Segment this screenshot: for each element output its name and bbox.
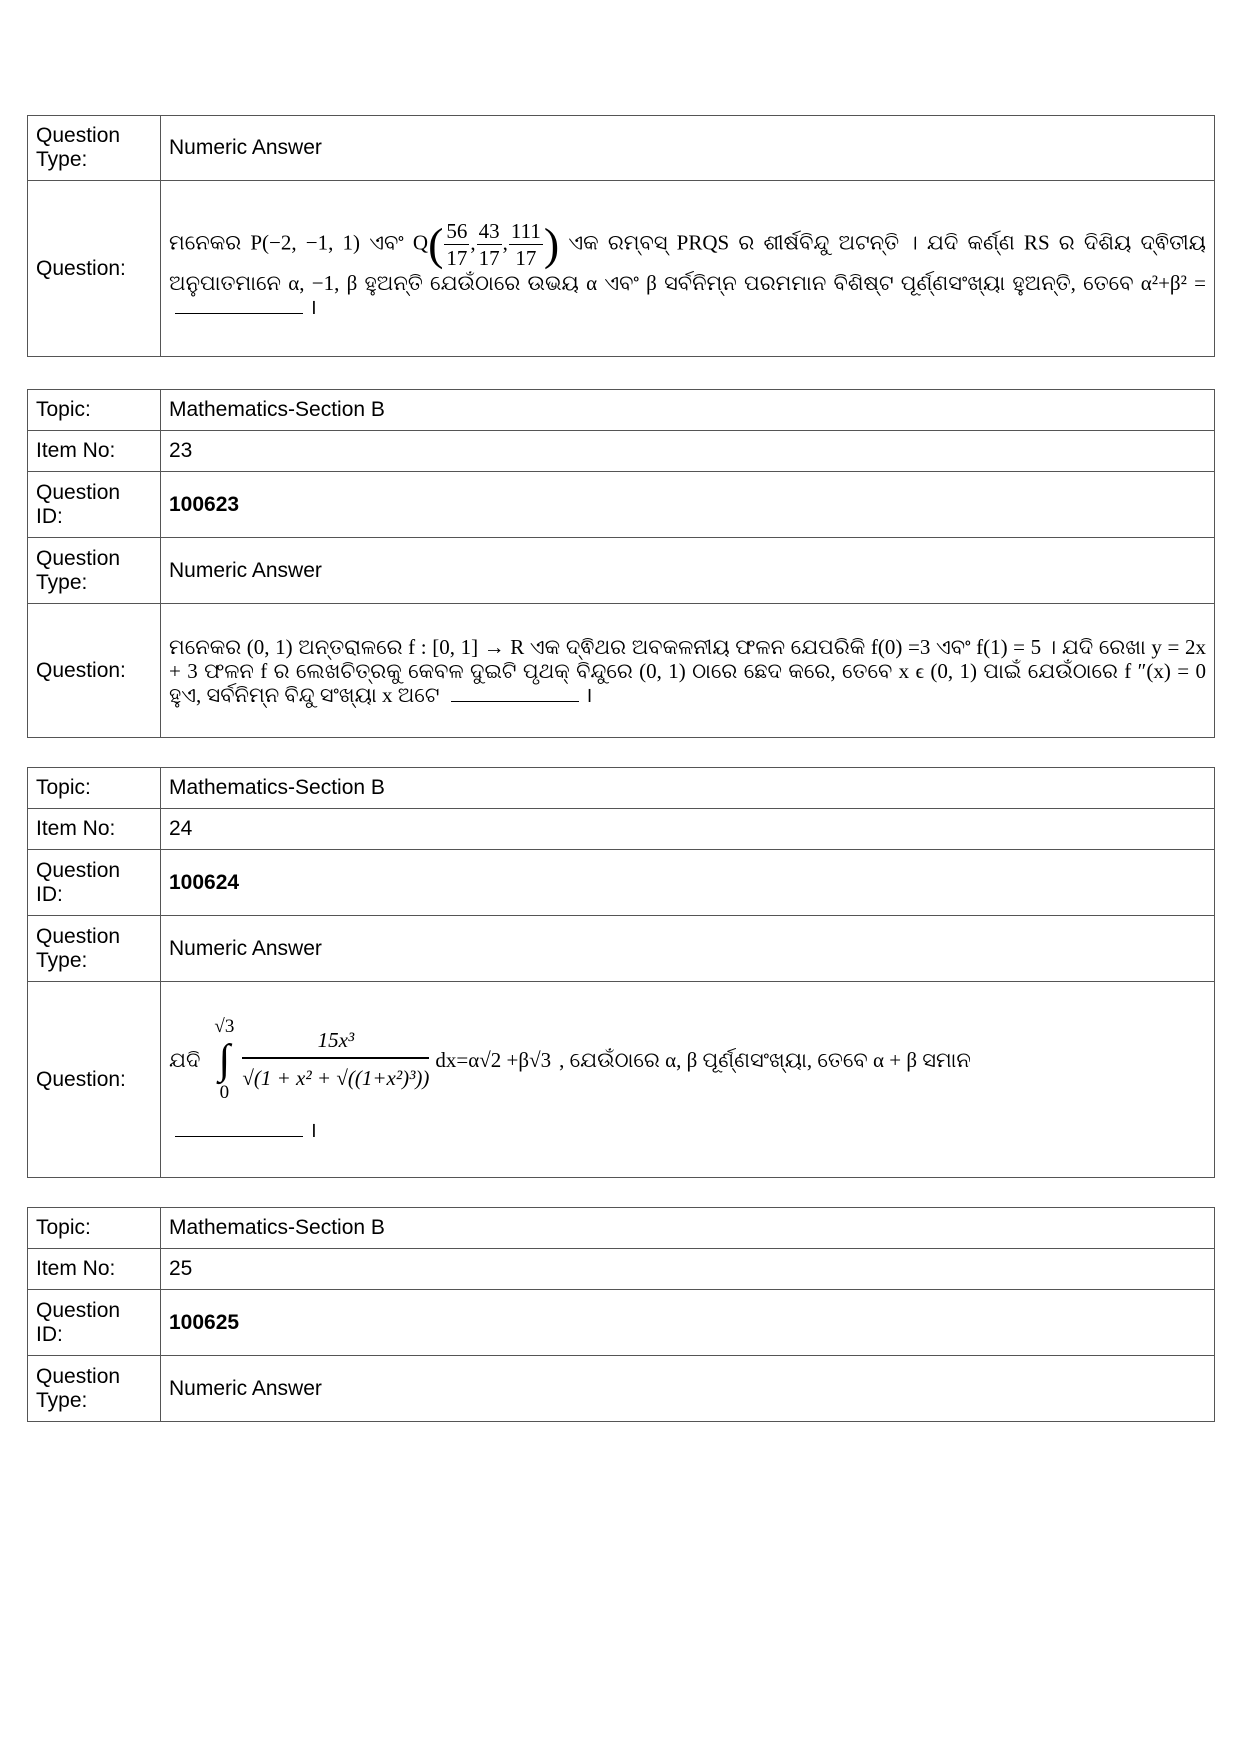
- question-prefix: ଯଦି: [169, 1047, 201, 1072]
- question-id-value: 100625: [161, 1290, 1215, 1356]
- fraction-1-den: 17: [446, 246, 468, 270]
- question-text: [161, 604, 1215, 738]
- fraction-2: [477, 218, 502, 271]
- question-text: [161, 982, 1215, 1178]
- question-id-label: Question ID:: [28, 472, 161, 538]
- question-id-label: Question ID:: [28, 1290, 161, 1356]
- answer-blank: [175, 1118, 303, 1137]
- question-id-value: 100624: [161, 850, 1215, 916]
- integrand-numerator: 15x³: [242, 1023, 429, 1059]
- answer-blank: [451, 683, 579, 702]
- fraction-3-num: 111: [510, 219, 541, 243]
- question-type-value: Numeric Answer: [161, 116, 1215, 181]
- question-end-mark: ।: [309, 1117, 317, 1142]
- integral-line: [169, 1016, 1206, 1104]
- fraction-2-den: 17: [478, 246, 500, 270]
- answer-blank: [175, 295, 303, 314]
- question-type-label: Question Type:: [28, 116, 161, 181]
- fraction-2-num: 43: [478, 219, 500, 243]
- item-no-value: 23: [161, 431, 1215, 472]
- integral-lower-limit: 0: [219, 1081, 230, 1103]
- question-table-24: [27, 767, 1215, 1178]
- answer-line: [169, 1116, 1206, 1144]
- question-end-mark: ।: [309, 295, 317, 319]
- topic-value: Mathematics-Section B: [161, 768, 1215, 809]
- topic-value: Mathematics-Section B: [161, 390, 1215, 431]
- integrand-fraction: [242, 1023, 429, 1097]
- question-type-label: Question Type:: [28, 538, 161, 604]
- open-paren: (: [428, 218, 444, 270]
- question-text-body: ମନେକର (0, 1) ଅନ୍ତରାଳରେ f : [0, 1] → R ଏକ ଦ୍ଵିଥର ଅବକଳନୀୟ ଫଳନ ଯେପରିକି f(0) =3 ଏବଂ f(1) = 5 । ଯଦି ରେଖା y = 2x + 3 ଫଳନ f ର ଲେଖଚିତ୍ରକୁ କେବଳ ଦୁଇଟି ପୃଥକ୍ ବିନ୍ଦୁରେ (0, 1) ଠାରେ ଛେଦ କରେ, ତେବେ x ϵ (0, 1) ପାଇଁ ଯେଉଁଠାରେ f ″(x) = 0 ହୁଏ, ସର୍ବନିମ୍ନ ବିନ୍ଦୁ ସଂଖ୍ୟା x ଅଟେ: [169, 634, 1206, 707]
- fraction-1-num: 56: [446, 219, 468, 243]
- fraction-3: [509, 218, 543, 271]
- question-text-part2: ଏକ ରମ୍ବସ୍ PRQS ର ଶୀର୍ଷବିନ୍ଦୁ ଅଟନ୍ତି । ଯଦି କର୍ଣ୍ଣ RS ର ଦିଶିୟ ଦ୍ଵିତୀୟ ଅନୁପାତମାନେ α, −1, β ହୁଅନ୍ତି ଯେଉଁଠାରେ ଉଭୟ α ଏବଂ β ସର୍ବନିମ୍ନ ପରମମାନ ବିଶିଷ୍ଟ ପୂର୍ଣ୍ଣସଂଖ୍ୟା ହୁଅନ୍ତି, ତେବେ α²+β² =: [169, 230, 1207, 295]
- integral-expression: [214, 1016, 234, 1104]
- item-no-value: 24: [161, 809, 1215, 850]
- integral-sign-icon: ∫: [218, 1036, 231, 1083]
- integrand-denominator: √(1 + x² + √((1+x²)³)): [242, 1065, 430, 1090]
- topic-label: Topic:: [28, 1208, 161, 1249]
- item-no-label: Item No:: [28, 431, 161, 472]
- question-end-mark: ।: [584, 682, 593, 707]
- fraction-3-den: 17: [515, 246, 537, 270]
- question-table-partial: [27, 115, 1215, 357]
- question-type-label: Question Type:: [28, 1356, 161, 1422]
- close-paren: ): [543, 218, 560, 270]
- item-no-label: Item No:: [28, 1249, 161, 1290]
- question-type-label: Question Type:: [28, 916, 161, 982]
- question-type-value: Numeric Answer: [161, 1356, 1215, 1422]
- item-no-label: Item No:: [28, 809, 161, 850]
- fraction-1: [444, 218, 469, 271]
- question-id-value: 100623: [161, 472, 1215, 538]
- question-label: Question:: [28, 181, 161, 357]
- topic-label: Topic:: [28, 768, 161, 809]
- question-label: Question:: [28, 604, 161, 738]
- question-label: Question:: [28, 982, 161, 1178]
- question-text-part1: ମନେକର P(−2, −1, 1) ଏବଂ Q: [169, 230, 429, 255]
- topic-label: Topic:: [28, 390, 161, 431]
- question-table-25: [27, 1207, 1215, 1422]
- question-suffix: , ଯେଉଁଠାରେ α, β ପୂର୍ଣ୍ଣସଂଖ୍ୟା, ତେବେ α + β ସମାନ: [559, 1047, 971, 1072]
- question-table-23: [27, 389, 1215, 738]
- integral-limits: [214, 1016, 234, 1104]
- integral-upper-limit: √3: [214, 1015, 235, 1037]
- question-type-value: Numeric Answer: [161, 538, 1215, 604]
- question-text: ମନେକର P(−2, −1, 1) ଏବଂ Q( $\frac{56}{17}$ , $\frac{43}{17}$ , $\frac{111}{17}$ ) ଏକ ରମ୍ବସ୍ PRQS ର ଶୀର୍ଷବିନ୍ଦୁ ଅଟନ୍ତି । ଯଦି କର୍ଣ୍ଣ RS ର ଦିଶିୟ ଦ୍ଵିତୀୟ ଅନୁପାତମାନେ α, −1, β ହୁଅନ୍ତି ଯେଉଁଠାରେ ଉଭୟ α ଏବଂ β ସର୍ବନିମ୍ନ ପରମମାନ ବିଶିଷ୍ଟ ପୂର୍ଣ୍ଣସଂଖ୍ୟା ହୁଅନ୍ତି, ତେବେ α²+β² = ।: [161, 181, 1215, 357]
- item-no-value: 25: [161, 1249, 1215, 1290]
- integral-rhs: dx=α√2 +β√3: [435, 1047, 552, 1072]
- question-id-label: Question ID:: [28, 850, 161, 916]
- question-type-value: Numeric Answer: [161, 916, 1215, 982]
- topic-value: Mathematics-Section B: [161, 1208, 1215, 1249]
